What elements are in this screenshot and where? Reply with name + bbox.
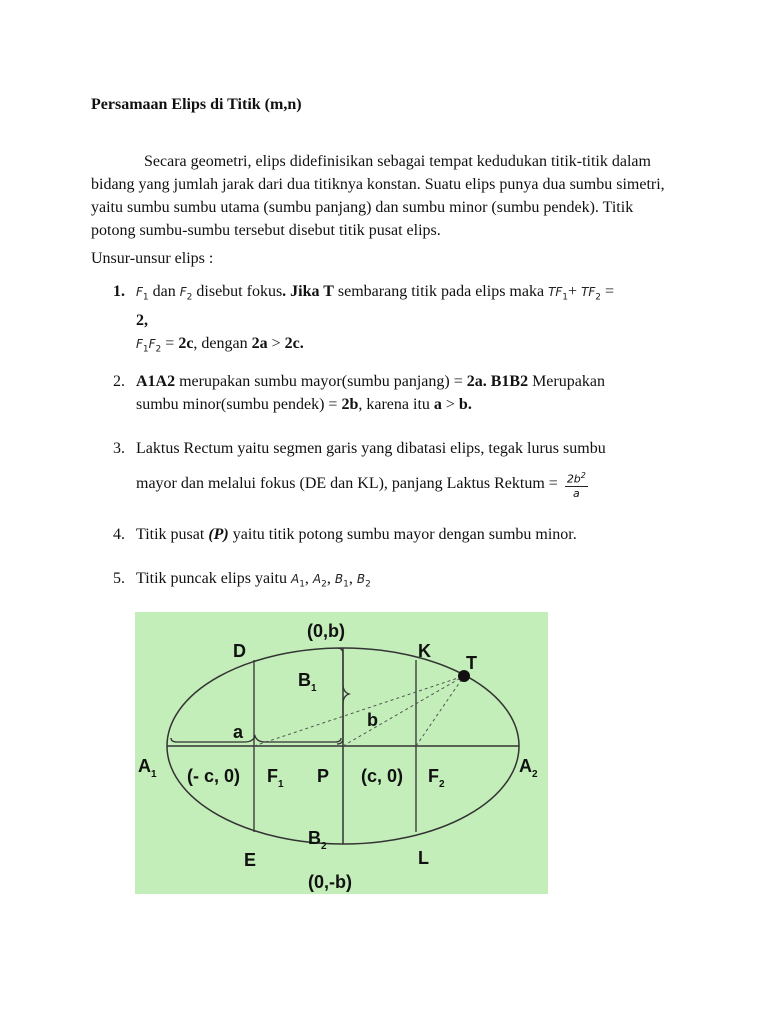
label-A1: $A_1$ <box>138 756 157 780</box>
label-F1: $F_1$ <box>267 766 284 790</box>
label-b: b <box>367 710 378 730</box>
item-number: 3. <box>113 440 125 457</box>
item-line: $F_1$ dan $F_2$ disebut fokus. Jika T sembarang titik pada elips maka $TF_1+ TF_2$ = <box>136 283 615 303</box>
item-body <box>136 437 671 500</box>
item-number: 1. <box>113 283 125 300</box>
item-number: 5. <box>113 570 125 587</box>
label-B2: $B_2$ <box>308 828 327 852</box>
item-body: Titik pusat (P) yaitu titik potong sumbu mayor dengan sumbu minor. <box>136 526 577 543</box>
laktus-rectum-fraction: $\frac{2b^2}{a}$ <box>566 471 586 500</box>
label-P: P <box>317 766 330 786</box>
item-number: 2. <box>113 373 125 390</box>
math-f1: $F_1$ <box>136 285 149 303</box>
item-line: 2, <box>136 312 148 330</box>
math-tf2: $TF_2$ <box>581 285 602 303</box>
ellipse-diagram <box>135 612 548 894</box>
label-E: E <box>244 850 257 870</box>
item-body <box>136 370 671 416</box>
label-top: (0,b) <box>307 621 345 641</box>
diagram-background <box>135 612 548 894</box>
definition-paragraph: Secara geometri, elips didefinisikan sebagai tempat kedudukan titik-titik dalam bidang yang jumlah jarak dari dua titiknya konstan. Suatu elips punya dua sumbu simetri, yaitu sumbu sumbu utama (sumbu panjang) dan sumbu minor (sumbu pendek). Titik potong sumbu-sumbu tersebut disebut titik pusat elips. <box>91 153 665 239</box>
math-b1: $B_1$ <box>334 572 349 590</box>
label-bottom: (0,-b) <box>308 872 352 892</box>
math-f1f2: $F_1F_2$ <box>136 337 162 355</box>
math-a1: $A_1$ <box>290 572 305 590</box>
unsur-heading: Unsur-unsur elips : <box>91 250 214 267</box>
math-a2: $A_2$ <box>312 572 327 590</box>
label-D: D <box>233 641 246 661</box>
label-T: T <box>466 653 477 673</box>
item-body <box>136 280 671 362</box>
label-L: L <box>418 848 429 868</box>
item-line: sumbu minor(sumbu pendek) = 2b, karena itu a > b. <box>136 396 472 413</box>
math-tf1: $TF_1$ <box>548 285 569 303</box>
math-b2: $B_2$ <box>356 572 371 590</box>
label-A2: $A_2$ <box>519 756 538 780</box>
label-neg-c: (- c, 0) <box>187 766 241 786</box>
label-F2: $F_2$ <box>428 766 445 790</box>
label-pos-c: (c, 0) <box>361 766 404 786</box>
label-B1: $B_1$ <box>298 670 317 694</box>
item-number: 4. <box>113 526 125 543</box>
item-line: Laktus Rectum yaitu segmen garis yang dibatasi elips, tegak lurus sumbu <box>136 440 606 457</box>
item-line: $F_1F_2 = 2c$, dengan 2a > 2c. <box>136 335 304 355</box>
item-line: mayor dan melalui fokus (DE dan KL), panjang Laktus Rektum = $\frac{2b^2}{a}$ <box>136 471 586 500</box>
math-f2: $F_2$ <box>179 285 193 303</box>
ellipse-figure <box>135 612 548 894</box>
item-body: Titik puncak elips yaitu $A_1$, $A_2$, $B_1$, $B_2$ <box>136 570 371 590</box>
label-a: a <box>233 722 244 742</box>
label-K: K <box>418 641 431 661</box>
item-line: A1A2 merupakan sumbu mayor(sumbu panjang) = 2a. B1B2 Merupakan <box>136 373 605 390</box>
document-title: Persamaan Elips di Titik (m,n) <box>91 96 302 113</box>
